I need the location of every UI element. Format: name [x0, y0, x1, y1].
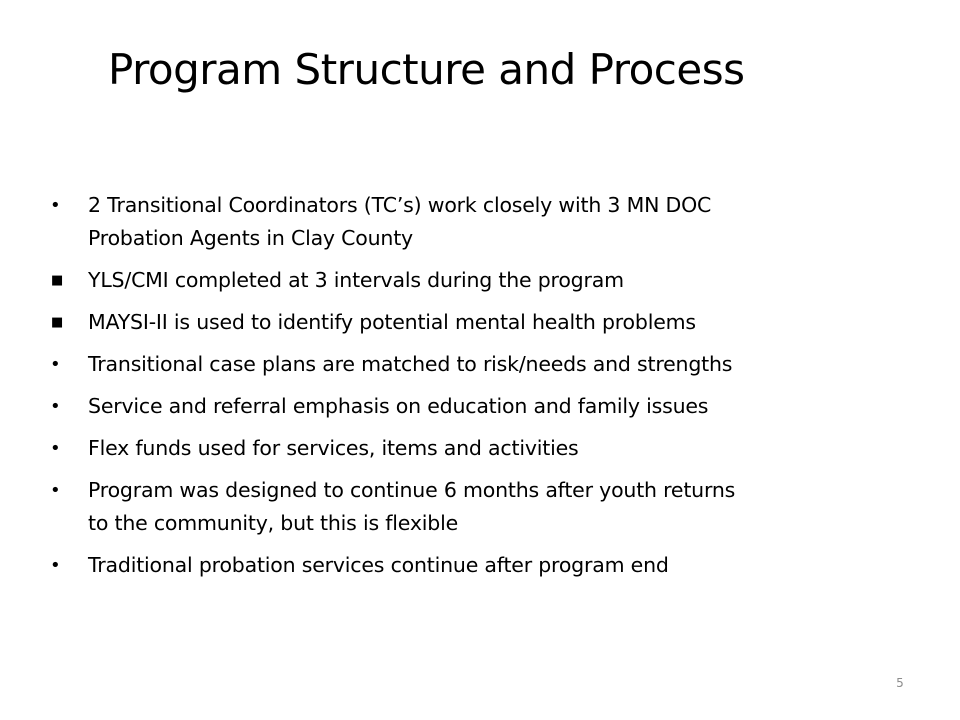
bullet-square-icon: ■	[51, 315, 64, 330]
bullet-list	[48, 189, 928, 591]
bullet-dot-icon: •	[50, 396, 61, 417]
slide-title: Program Structure and Process	[108, 45, 745, 94]
bullet-dot-icon: •	[50, 480, 61, 501]
page-number: 5	[896, 676, 904, 690]
bullet-dot-icon: •	[50, 438, 61, 459]
bullet-item	[48, 390, 928, 423]
bullet-text-line: Service and referral emphasis on education and family issues	[88, 394, 709, 418]
bullet-text-line: YLS/CMI completed at 3 intervals during the program	[88, 268, 624, 292]
bullet-dot-icon: •	[50, 555, 61, 576]
bullet-text-line: Transitional case plans are matched to risk/needs and strengths	[88, 352, 733, 376]
bullet-item	[48, 549, 928, 582]
bullet-square-icon: ■	[51, 273, 64, 288]
bullet-text-line: Program was designed to continue 6 months after youth returns	[88, 478, 736, 502]
bullet-text-line: MAYSI-II is used to identify potential mental health problems	[88, 310, 696, 334]
bullet-text-line: 2 Transitional Coordinators (TC’s) work closely with 3 MN DOC	[88, 193, 712, 217]
bullet-item	[48, 432, 928, 465]
bullet-item	[48, 474, 928, 540]
bullet-dot-icon: •	[50, 195, 61, 216]
bullet-item	[48, 306, 928, 339]
bullet-item	[48, 348, 928, 381]
bullet-item	[48, 189, 928, 255]
bullet-item	[48, 264, 928, 297]
bullet-text-line: Flex funds used for services, items and activities	[88, 436, 579, 460]
bullet-text-line: Probation Agents in Clay County	[88, 226, 413, 250]
bullet-text-line: to the community, but this is flexible	[88, 511, 458, 535]
bullet-dot-icon: •	[50, 354, 61, 375]
bullet-text-line: Traditional probation services continue after program end	[88, 553, 669, 577]
